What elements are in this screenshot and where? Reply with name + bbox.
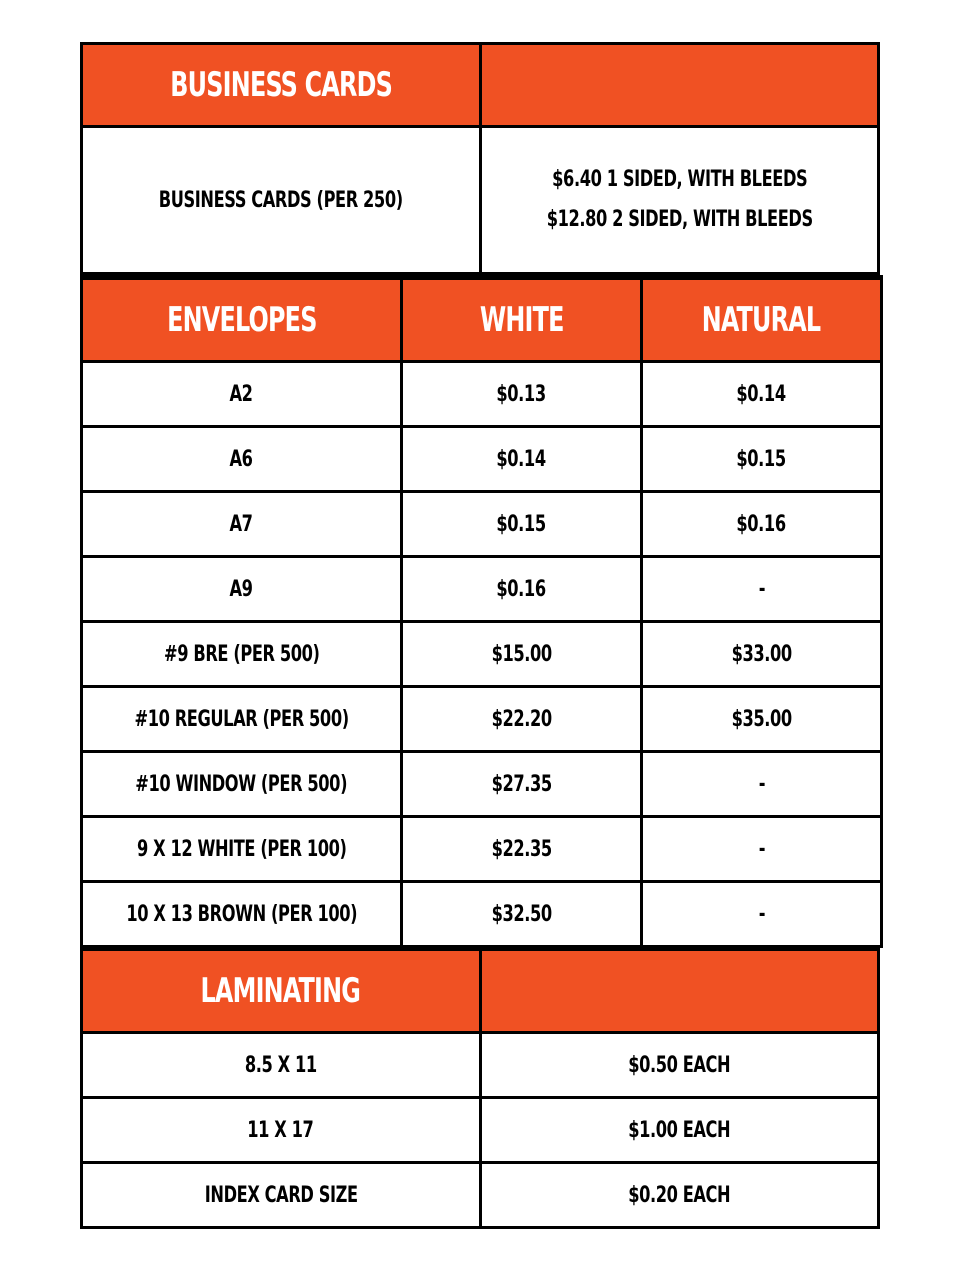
natural-price: - bbox=[642, 752, 882, 817]
business-cards-price-line: $6.40 1 SIDED, WITH BLEEDS bbox=[551, 167, 807, 192]
envelope-size: #10 REGULAR (PER 500) bbox=[82, 687, 402, 752]
envelope-row bbox=[82, 427, 882, 492]
envelope-size: A2 bbox=[82, 362, 402, 427]
laminating-size: INDEX CARD SIZE bbox=[82, 1163, 481, 1228]
laminating-row bbox=[82, 1098, 879, 1163]
laminating-table bbox=[80, 948, 880, 1229]
white-price: $15.00 bbox=[402, 622, 642, 687]
laminating-price: $0.20 EACH bbox=[480, 1163, 879, 1228]
natural-price: - bbox=[642, 817, 882, 882]
envelope-row bbox=[82, 687, 882, 752]
white-price: $0.16 bbox=[402, 557, 642, 622]
natural-header: NATURAL bbox=[642, 278, 882, 362]
natural-price: $33.00 bbox=[642, 622, 882, 687]
natural-price: - bbox=[642, 882, 882, 947]
envelopes-table bbox=[80, 275, 883, 948]
white-price: $0.15 bbox=[402, 492, 642, 557]
natural-price: $0.14 bbox=[642, 362, 882, 427]
white-price: $27.35 bbox=[402, 752, 642, 817]
white-price: $32.50 bbox=[402, 882, 642, 947]
envelope-row bbox=[82, 362, 882, 427]
business-cards-header-blank bbox=[480, 44, 879, 127]
white-price: $0.13 bbox=[402, 362, 642, 427]
white-header: WHITE bbox=[402, 278, 642, 362]
envelope-row bbox=[82, 622, 882, 687]
business-cards-header: BUSINESS CARDS bbox=[82, 44, 481, 127]
laminating-header: LAMINATING bbox=[82, 950, 481, 1033]
envelope-size: A9 bbox=[82, 557, 402, 622]
laminating-row bbox=[82, 1163, 879, 1228]
envelope-row bbox=[82, 557, 882, 622]
business-cards-price-line: $12.80 2 SIDED, WITH BLEEDS bbox=[546, 207, 813, 232]
laminating-size: 11 X 17 bbox=[82, 1098, 481, 1163]
laminating-size: 8.5 X 11 bbox=[82, 1033, 481, 1098]
envelope-row bbox=[82, 752, 882, 817]
white-price: $22.35 bbox=[402, 817, 642, 882]
envelope-row bbox=[82, 882, 882, 947]
envelope-size: #9 BRE (PER 500) bbox=[82, 622, 402, 687]
natural-price: $0.16 bbox=[642, 492, 882, 557]
natural-price: $35.00 bbox=[642, 687, 882, 752]
envelope-row bbox=[82, 492, 882, 557]
envelope-row bbox=[82, 817, 882, 882]
laminating-header-blank bbox=[480, 950, 879, 1033]
envelope-size: 9 X 12 WHITE (PER 100) bbox=[82, 817, 402, 882]
white-price: $22.20 bbox=[402, 687, 642, 752]
envelopes-header: ENVELOPES bbox=[82, 278, 402, 362]
white-price: $0.14 bbox=[402, 427, 642, 492]
envelope-size: A7 bbox=[82, 492, 402, 557]
business-cards-item: BUSINESS CARDS (PER 250) bbox=[82, 127, 481, 274]
laminating-price: $1.00 EACH bbox=[480, 1098, 879, 1163]
natural-price: $0.15 bbox=[642, 427, 882, 492]
laminating-price: $0.50 EACH bbox=[480, 1033, 879, 1098]
laminating-row bbox=[82, 1033, 879, 1098]
natural-price: - bbox=[642, 557, 882, 622]
envelope-size: A6 bbox=[82, 427, 402, 492]
envelope-size: 10 X 13 BROWN (PER 100) bbox=[82, 882, 402, 947]
envelope-size: #10 WINDOW (PER 500) bbox=[82, 752, 402, 817]
business-cards-table bbox=[80, 42, 880, 275]
business-cards-price bbox=[480, 127, 879, 274]
price-sheet bbox=[80, 42, 880, 1229]
